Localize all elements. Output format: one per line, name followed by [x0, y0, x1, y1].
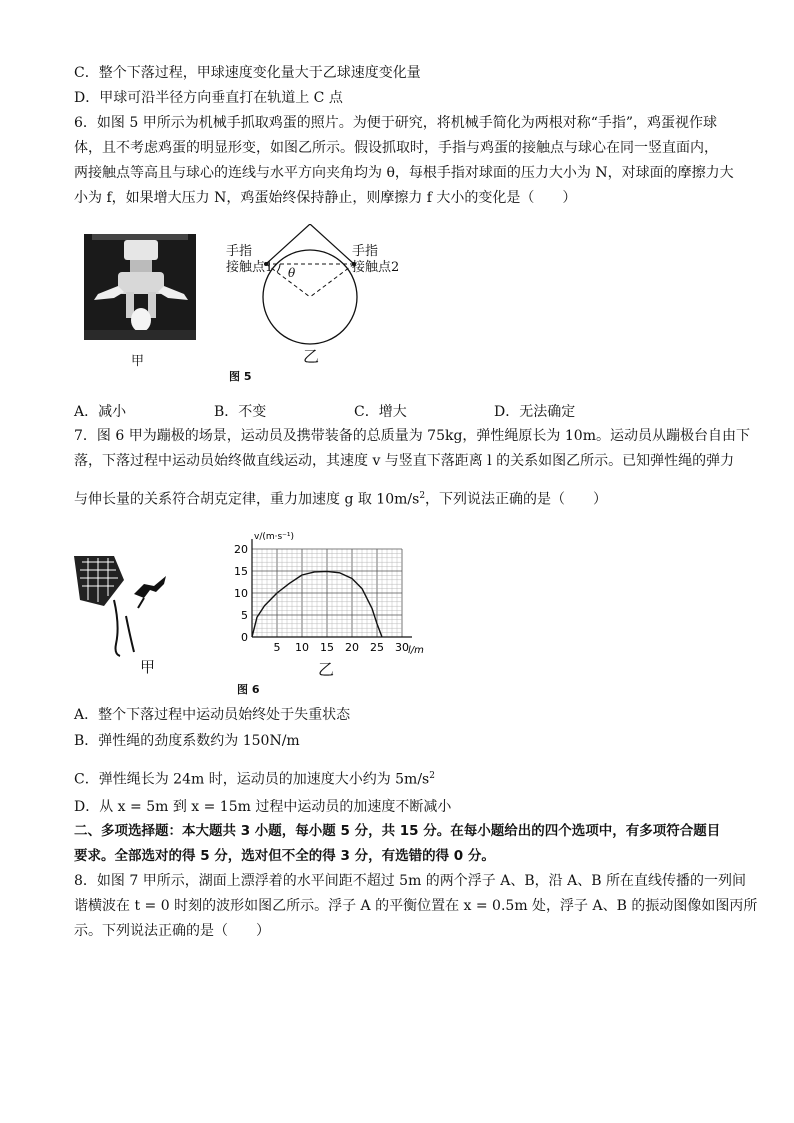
y-tick-label: 20	[234, 543, 248, 556]
fig6-label-jia: 甲	[140, 658, 156, 676]
q7-stem-line2: 落，下落过程中运动员始终做直线运动，其速度 v 与竖直下落距离 l 的关系如图乙所示。已知弹性绳的弹力	[74, 453, 735, 469]
x-axis-label: l/m	[408, 645, 424, 656]
q6-stem-line1: 6．如图 5 甲所示为机械手抓取鸡蛋的照片。为便于研究，将机械手简化为两根对称“手指”，鸡蛋视作球	[74, 115, 718, 131]
section2-heading-line2: 要求。全部选对的得 5 分，选对但不全的得 3 分，有选错的得 0 分。	[74, 848, 495, 864]
y-tick-label: 10	[234, 587, 248, 600]
q6-option-d: D．无法确定	[494, 404, 576, 420]
theta-label: θ	[288, 266, 296, 280]
bungee-scene-image	[74, 556, 174, 658]
q8-stem-line3: 示。下列说法正确的是（ ）	[74, 923, 270, 939]
y-tick-label: 15	[234, 565, 248, 578]
finger-label-left: 手指	[226, 244, 253, 259]
x-tick-label: 5	[273, 641, 281, 654]
q7-stem-line1: 7．图 6 甲为蹦极的场景，运动员及携带装备的总质量为 75kg，弹性绳原长为 10m。运动员从蹦极台自由下	[74, 428, 750, 444]
q8-stem-line2: 谐横波在 t = 0 时刻的波形如图乙所示。浮子 A 的平衡位置在 x = 0.5m 处，浮子 A、B 的振动图像如图丙所	[74, 898, 758, 914]
x-tick-label: 10	[295, 641, 309, 654]
y-axis-label: v/(m·s⁻¹)	[254, 532, 295, 542]
x-tick-label: 25	[370, 641, 384, 654]
y-tick-label: 0	[241, 631, 248, 644]
chart-grid	[252, 549, 402, 637]
robot-hand-photo	[84, 234, 196, 340]
q7-option-d: D．从 x = 5m 到 x = 15m 过程中运动员的加速度不断减小	[74, 799, 452, 815]
q7-stem-line3: 与伸长量的关系符合胡克定律，重力加速度 g 取 $10m/s^2$，下列说法正确的是（ ）	[74, 491, 608, 508]
q5-option-c: C．整个下落过程，甲球速度变化量大于乙球速度变化量	[74, 65, 421, 81]
q6-option-a: A．减小	[74, 404, 127, 420]
section2-heading-line1: 二、多项选择题：本大题共 3 小题，每小题 5 分，共 15 分。在每小题给出的四个选项中，有多项符合题目	[74, 823, 721, 839]
fig6-label-yi: 乙	[318, 660, 335, 679]
fig5-label-yi: 乙	[303, 347, 320, 366]
egg-grip-diagram	[228, 224, 428, 374]
q5-option-d: D．甲球可沿半径方向垂直打在轨道上 C 点	[74, 90, 343, 106]
fig6-caption: 图 6	[237, 683, 260, 696]
q7-option-a: A．整个下落过程中运动员始终处于失重状态	[74, 707, 351, 723]
x-tick-label: 20	[345, 641, 359, 654]
fig5-label-jia: 甲	[131, 354, 145, 369]
contact-point-2-label: 接触点2	[352, 260, 400, 275]
x-tick-label: 15	[320, 641, 334, 654]
x-tick-label: 30	[395, 641, 409, 654]
q8-stem-line1: 8．如图 7 甲所示，湖面上漂浮着的水平间距不超过 5m 的两个浮子 A、B，沿 A、B 所在直线传播的一列间	[74, 873, 746, 889]
velocity-distance-chart	[226, 527, 426, 677]
y-tick-label: 5	[241, 609, 248, 622]
q6-option-c: C．增大	[354, 404, 407, 420]
q7-option-c: C．弹性绳长为 24m 时，运动员的加速度大小约为 $5m/s^2$	[74, 771, 435, 788]
q6-stem-line4: 小为 f，如果增大压力 N，鸡蛋始终保持静止，则摩擦力 f 大小的变化是（ ）	[74, 190, 577, 206]
q7-option-b: B．弹性绳的劲度系数约为 150N/m	[74, 733, 300, 749]
q6-option-b: B．不变	[214, 404, 267, 420]
chart-axes	[252, 532, 424, 656]
finger-label-right: 手指	[352, 244, 379, 259]
q6-stem-line2: 体，且不考虑鸡蛋的明显形变，如图乙所示。假设抓取时，手指与鸡蛋的接触点与球心在同一竖直面内，	[74, 140, 718, 156]
q6-stem-line3: 两接触点等高且与球心的连线与水平方向夹角均为 θ，每根手指对球面的压力大小为 N，对球面的摩擦力大	[74, 165, 734, 181]
fig5-caption: 图 5	[229, 370, 252, 383]
contact-point-1-label: 接触点1	[226, 260, 274, 275]
